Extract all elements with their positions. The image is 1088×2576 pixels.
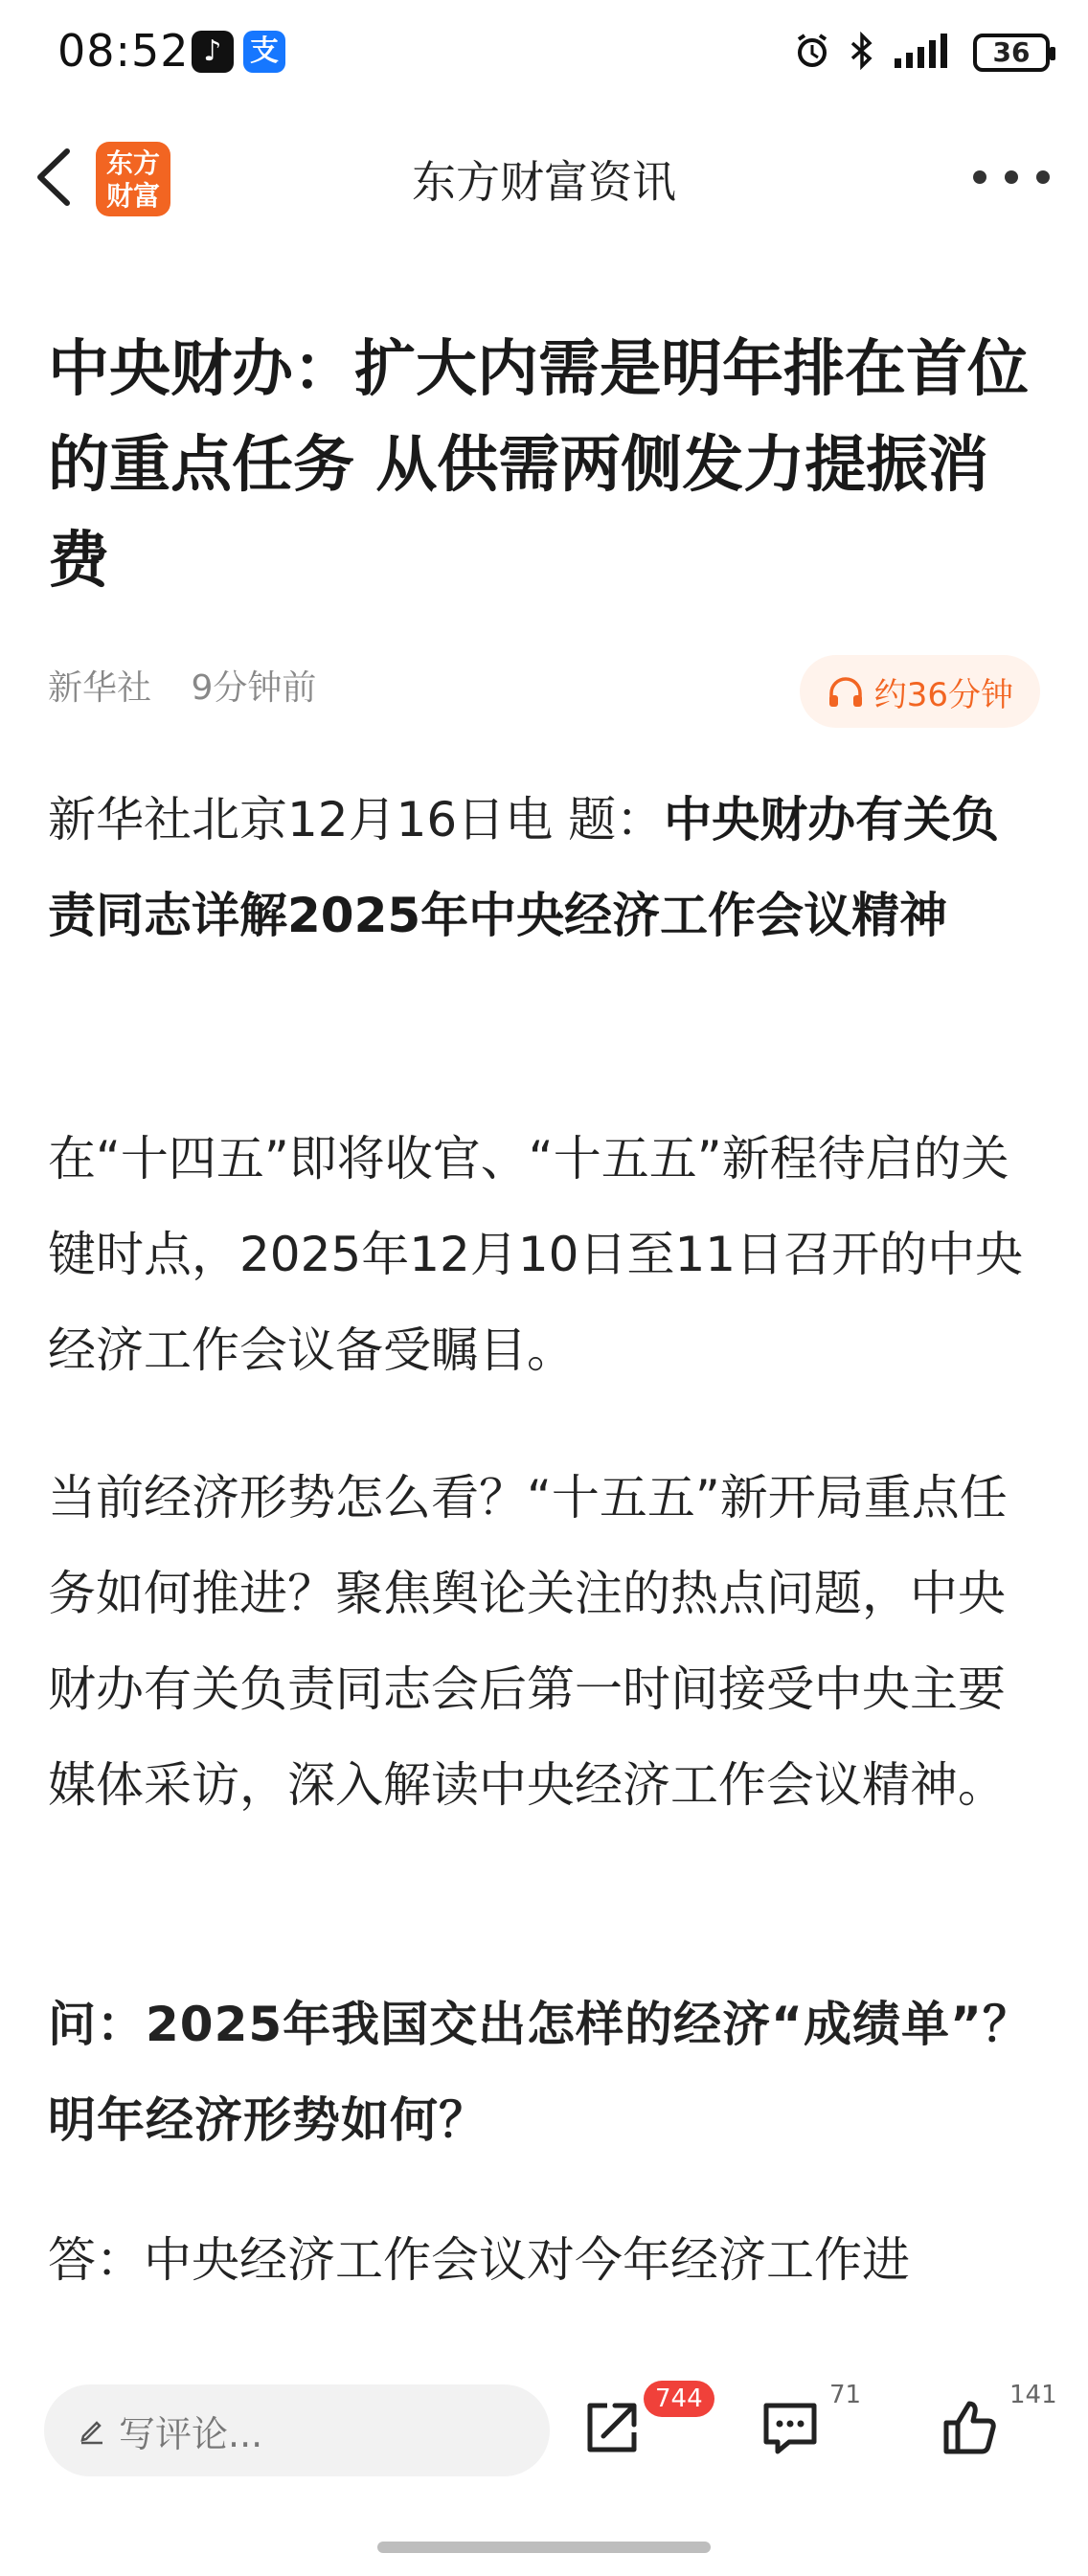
status-bar xyxy=(0,0,1088,105)
bluetooth-icon xyxy=(849,32,875,74)
battery-icon: 36 xyxy=(973,34,1050,72)
more-dot-icon xyxy=(1005,170,1018,184)
more-dot-icon xyxy=(1036,170,1050,184)
status-time: 08:52 xyxy=(57,25,190,77)
share-count-badge: 744 xyxy=(644,2381,714,2417)
status-icons xyxy=(793,29,1050,77)
article-paragraph: 当前经济形势怎么看？“十五五”新开局重点任务如何推进？聚焦舆论关注的热点问题，中央财办有关负责同志会后第一时间接受中央主要媒体采访，深入解读中央经济工作会议精神。 xyxy=(48,1470,1008,1813)
article-paragraph: 在“十四五”即将收官、“十五五”新程待启的关键时点，2025年12月10日至11日召开的中央经济工作会议备受瞩目。 xyxy=(48,1131,1024,1378)
article-meta xyxy=(48,661,316,710)
paragraph-bold-title: 中央财办有关负责同志详解2025年中央经济工作会议精神 xyxy=(48,792,1000,943)
comment-bubble-icon xyxy=(757,2394,824,2461)
header-title: 东方财富资讯 xyxy=(412,156,676,208)
comments-button[interactable] xyxy=(757,2394,824,2461)
comment-input[interactable] xyxy=(44,2384,550,2476)
app-logo: 东方财富 xyxy=(96,142,170,216)
alipay-icon: 支 xyxy=(243,31,285,73)
headphones-icon xyxy=(827,674,865,709)
pencil-icon xyxy=(77,2415,107,2446)
comment-placeholder: 写评论... xyxy=(119,2412,263,2455)
listen-duration: 约36分钟 xyxy=(873,675,1013,714)
listen-button[interactable] xyxy=(800,655,1040,728)
bottom-action-bar xyxy=(0,2337,1088,2576)
paragraph-lead: 新华社北京12月16日电 题： xyxy=(48,792,665,847)
app-header xyxy=(0,124,1088,230)
comment-count: 71 xyxy=(829,2381,862,2409)
like-count: 141 xyxy=(1009,2381,1057,2409)
share-button[interactable] xyxy=(578,2394,646,2461)
article-title: 中央财办：扩大内需是明年排在首位的重点任务 从供需两侧发力提振消费 xyxy=(48,334,1029,597)
tiktok-icon: ♪ xyxy=(192,31,234,73)
more-options-button[interactable] xyxy=(973,153,1050,201)
alarm-icon xyxy=(793,32,831,74)
article-time: 9分钟前 xyxy=(191,668,317,708)
article-paragraph: 答：中央经济工作会议对今年经济工作进 xyxy=(48,2232,910,2288)
thumbs-up-icon xyxy=(937,2394,1004,2461)
article-source: 新华社 xyxy=(48,668,152,708)
article-paragraph xyxy=(48,772,1044,963)
signal-icon xyxy=(893,32,956,74)
like-button[interactable] xyxy=(937,2394,1004,2461)
article-question: 问：2025年我国交出怎样的经济“成绩单”？明年经济形势如何？ xyxy=(48,1997,1031,2148)
share-icon xyxy=(578,2394,646,2461)
home-indicator[interactable] xyxy=(377,2542,711,2553)
more-dot-icon xyxy=(973,170,986,184)
